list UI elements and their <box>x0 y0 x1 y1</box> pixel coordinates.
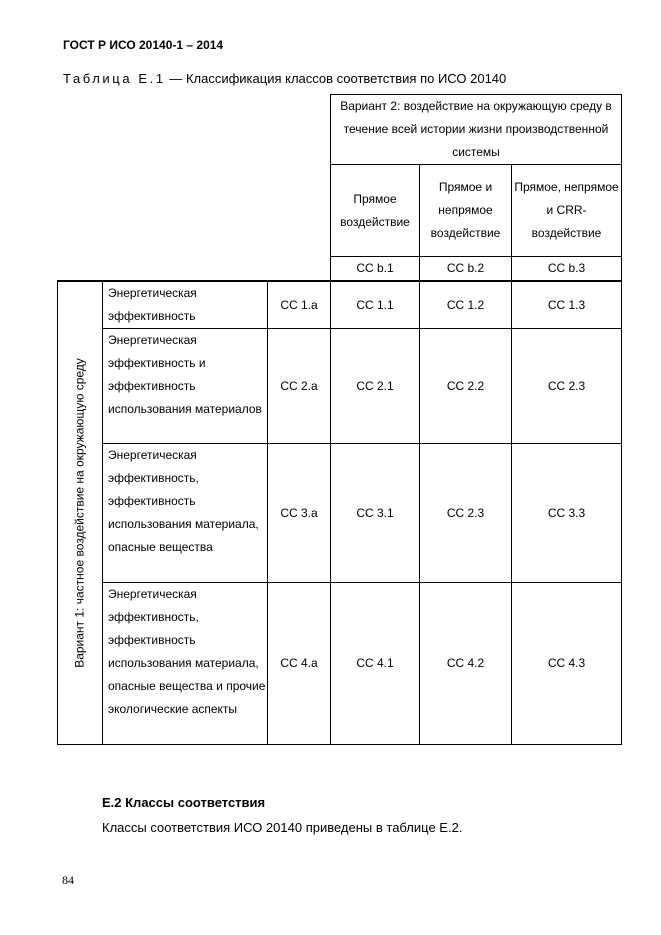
cell-2-1: CC 2.1 <box>331 329 420 444</box>
row-desc-4: Энергетическая эффективность, эффективность использования материала, опасные вещества и прочие экологические аспекты <box>103 583 268 745</box>
table-row <box>58 583 622 745</box>
document-header: ГОСТ Р ИСО 20140-1 – 2014 <box>63 38 224 52</box>
col-head-direct-indirect-crr: Прямое, непрямое и CRR-воздействие <box>512 165 622 257</box>
table-caption-text: — Классификация классов соответствия по ИСО 20140 <box>169 71 507 86</box>
cell-4-1: CC 4.1 <box>331 583 420 745</box>
col-code-b3: CC b.3 <box>512 257 622 282</box>
row-code-4: CC 4.a <box>268 583 331 745</box>
cell-4-3: CC 4.3 <box>512 583 622 745</box>
table-row <box>58 281 622 329</box>
page-number: 84 <box>62 873 74 887</box>
cell-1-3: CC 1.3 <box>512 281 622 329</box>
col-code-b1: CC b.1 <box>331 257 420 282</box>
cell-4-2: CC 4.2 <box>420 583 512 745</box>
table-caption <box>63 71 506 86</box>
variant-1-header <box>58 281 103 745</box>
cell-2-3: CC 2.3 <box>512 329 622 444</box>
cell-3-2: CC 2.3 <box>420 444 512 583</box>
cell-3-1: CC 3.1 <box>331 444 420 583</box>
row-code-3: CC 3.a <box>268 444 331 583</box>
col-head-direct: Прямое воздействие <box>331 165 420 257</box>
table-row <box>58 329 622 444</box>
classification-table <box>57 94 622 745</box>
row-code-1: CC 1.a <box>268 281 331 329</box>
table-row <box>58 444 622 583</box>
col-code-b2: CC b.2 <box>420 257 512 282</box>
table-caption-label: Таблица Е.1 <box>63 71 166 86</box>
row-desc-1: Энергетическая эффективность <box>103 281 268 329</box>
row-desc-3: Энергетическая эффективность, эффективность использования материала, опасные вещества <box>103 444 268 583</box>
col-head-direct-indirect: Прямое и непрямое воздействие <box>420 165 512 257</box>
cell-1-1: CC 1.1 <box>331 281 420 329</box>
section-paragraph: Классы соответствия ИСО 20140 приведены в таблице Е.2. <box>102 820 463 835</box>
cell-1-2: CC 1.2 <box>420 281 512 329</box>
section-title: Е.2 Классы соответствия <box>102 795 266 810</box>
row-code-2: CC 2.a <box>268 329 331 444</box>
variant-1-label: Вариант 1: частное воздействие на окружающую среду <box>72 358 87 668</box>
cell-2-2: CC 2.2 <box>420 329 512 444</box>
variant-2-header: Вариант 2: воздействие на окружающую среду в течение всей истории жизни производственной системы <box>331 95 622 165</box>
cell-3-3: CC 3.3 <box>512 444 622 583</box>
row-desc-2: Энергетическая эффективность и эффективность использования материалов <box>103 329 268 444</box>
